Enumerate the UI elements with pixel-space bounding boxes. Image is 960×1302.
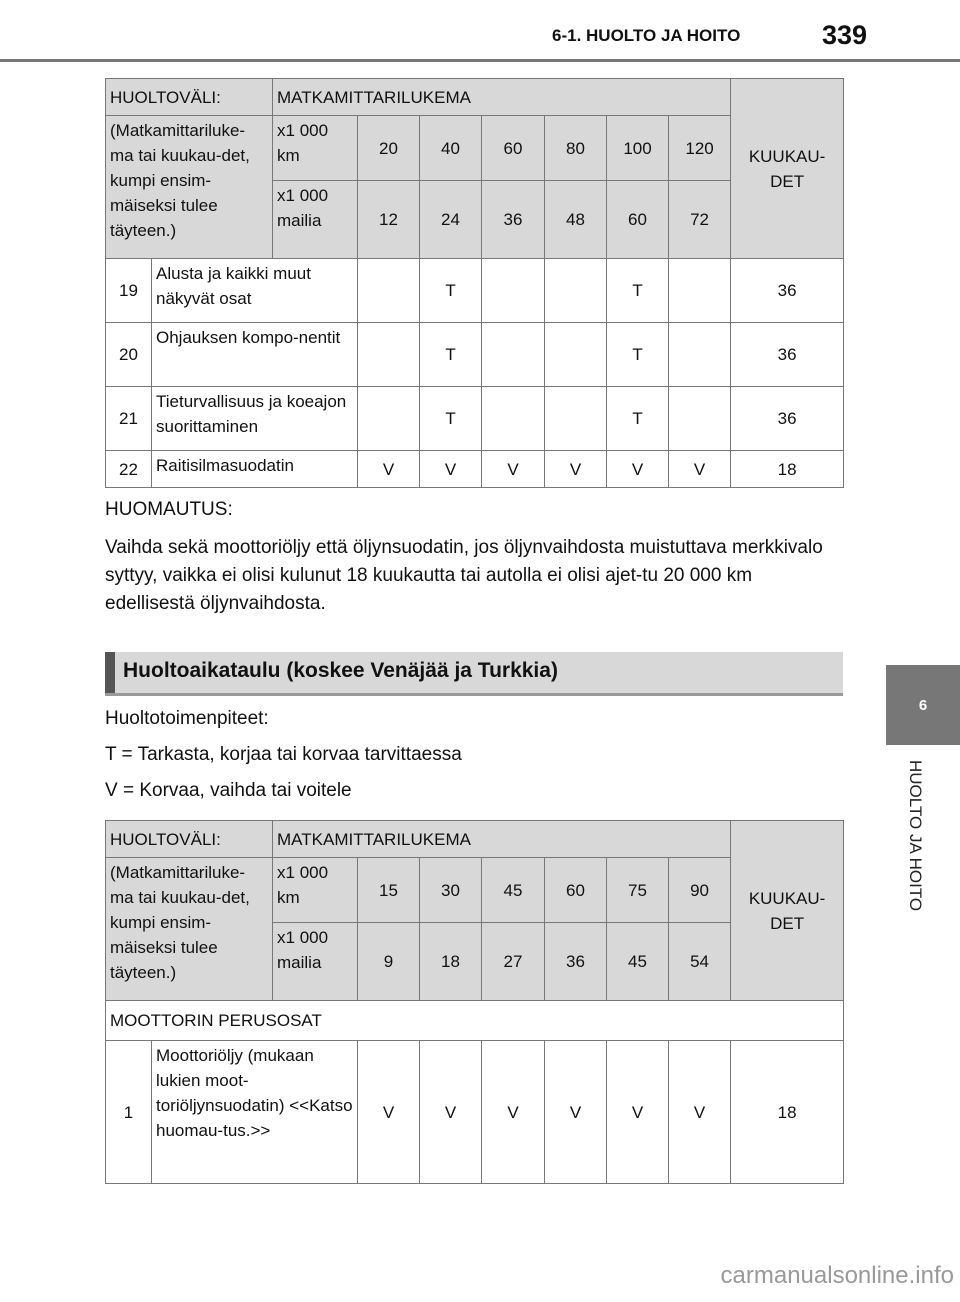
km-value: 90 bbox=[669, 858, 731, 923]
item-name: Raitisilmasuodatin bbox=[152, 451, 358, 488]
v-definition: V = Korvaa, vaihda tai voitele bbox=[105, 780, 352, 801]
interval-header: HUOLTOVÄLI: bbox=[106, 821, 273, 858]
km-value: 60 bbox=[545, 858, 607, 923]
chapter-tab bbox=[886, 665, 960, 745]
interval-mark bbox=[545, 259, 607, 323]
interval-mark: T bbox=[420, 387, 482, 451]
miles-label: x1 000 mailia bbox=[273, 181, 358, 259]
km-value: 75 bbox=[607, 858, 669, 923]
km-value: 100 bbox=[607, 116, 669, 181]
watermark: carmanualsonline.info bbox=[720, 1262, 954, 1289]
km-value: 120 bbox=[669, 116, 731, 181]
section-header: 6-1. HUOLTO JA HOITO bbox=[552, 26, 741, 45]
miles-value: 60 bbox=[607, 181, 669, 259]
months-value: 18 bbox=[731, 1041, 844, 1184]
interval-mark bbox=[669, 387, 731, 451]
odometer-header: MATKAMITTARILUKEMA bbox=[273, 79, 731, 116]
miles-value: 36 bbox=[545, 923, 607, 1001]
interval-mark: T bbox=[607, 323, 669, 387]
item-number: 21 bbox=[106, 387, 152, 451]
interval-mark: T bbox=[607, 259, 669, 323]
km-value: 80 bbox=[545, 116, 607, 181]
interval-description: (Matkamittariluke-ma tai kuukau-det, kumpi ensim-mäiseksi tulee täyteen.) bbox=[106, 116, 273, 259]
maintenance-table-2 bbox=[105, 820, 844, 1184]
interval-mark: V bbox=[607, 1041, 669, 1184]
months-value: 18 bbox=[731, 451, 844, 488]
km-label: x1 000 km bbox=[273, 858, 358, 923]
interval-mark bbox=[358, 259, 420, 323]
item-name: Tieturvallisuus ja koeajon suorittaminen bbox=[152, 387, 358, 451]
header-divider bbox=[0, 59, 960, 62]
interval-mark bbox=[545, 323, 607, 387]
km-value: 30 bbox=[420, 858, 482, 923]
table-row bbox=[106, 323, 844, 387]
item-name: Moottoriöljy (mukaan lukien moot-toriöljynsuodatin) <<Katso huomau-tus.>> bbox=[152, 1041, 358, 1184]
km-value: 45 bbox=[482, 858, 545, 923]
km-value: 20 bbox=[358, 116, 420, 181]
interval-mark bbox=[545, 387, 607, 451]
group-row: MOOTTORIN PERUSOSAT bbox=[106, 1001, 844, 1041]
interval-mark: V bbox=[358, 1041, 420, 1184]
months-header: KUUKAU-DET bbox=[731, 821, 844, 1001]
interval-mark: V bbox=[482, 451, 545, 488]
table-row bbox=[106, 451, 844, 488]
interval-mark: V bbox=[420, 451, 482, 488]
heading-bar bbox=[105, 652, 115, 693]
section-heading bbox=[105, 652, 843, 696]
miles-value: 24 bbox=[420, 181, 482, 259]
interval-mark bbox=[482, 387, 545, 451]
interval-description: (Matkamittariluke-ma tai kuukau-det, kumpi ensim-mäiseksi tulee täyteen.) bbox=[106, 858, 273, 1001]
months-value: 36 bbox=[731, 259, 844, 323]
miles-value: 54 bbox=[669, 923, 731, 1001]
interval-mark bbox=[669, 259, 731, 323]
miles-value: 12 bbox=[358, 181, 420, 259]
item-name: Alusta ja kaikki muut näkyvät osat bbox=[152, 259, 358, 323]
miles-label: x1 000 mailia bbox=[273, 923, 358, 1001]
interval-mark: V bbox=[669, 1041, 731, 1184]
note-title: HUOMAUTUS: bbox=[105, 499, 233, 520]
t-definition: T = Tarkasta, korjaa tai korvaa tarvittaessa bbox=[105, 744, 462, 765]
interval-header: HUOLTOVÄLI: bbox=[106, 79, 273, 116]
interval-mark: V bbox=[669, 451, 731, 488]
interval-mark: T bbox=[607, 387, 669, 451]
interval-mark bbox=[358, 323, 420, 387]
interval-mark: V bbox=[545, 451, 607, 488]
table-row bbox=[106, 387, 844, 451]
table-row bbox=[106, 259, 844, 323]
interval-mark bbox=[358, 387, 420, 451]
miles-value: 18 bbox=[420, 923, 482, 1001]
miles-value: 36 bbox=[482, 181, 545, 259]
item-number: 20 bbox=[106, 323, 152, 387]
item-number: 19 bbox=[106, 259, 152, 323]
interval-mark: T bbox=[420, 323, 482, 387]
intro-text: Huoltotoimenpiteet: bbox=[105, 708, 269, 729]
page-number: 339 bbox=[822, 20, 868, 50]
interval-mark bbox=[482, 323, 545, 387]
miles-value: 9 bbox=[358, 923, 420, 1001]
table-row bbox=[106, 1041, 844, 1184]
km-value: 60 bbox=[482, 116, 545, 181]
chapter-number: 6 bbox=[918, 696, 928, 714]
interval-mark: V bbox=[420, 1041, 482, 1184]
item-number: 22 bbox=[106, 451, 152, 488]
km-value: 40 bbox=[420, 116, 482, 181]
miles-value: 48 bbox=[545, 181, 607, 259]
km-label: x1 000 km bbox=[273, 116, 358, 181]
months-header: KUUKAU-DET bbox=[731, 79, 844, 259]
miles-value: 72 bbox=[669, 181, 731, 259]
interval-mark bbox=[669, 323, 731, 387]
interval-mark: V bbox=[545, 1041, 607, 1184]
item-name: Ohjauksen kompo-nentit bbox=[152, 323, 358, 387]
interval-mark: T bbox=[420, 259, 482, 323]
km-value: 15 bbox=[358, 858, 420, 923]
interval-mark: V bbox=[358, 451, 420, 488]
item-number: 1 bbox=[106, 1041, 152, 1184]
section-title: Huoltoaikataulu (koskee Venäjää ja Turkkia) bbox=[123, 659, 558, 682]
miles-value: 45 bbox=[607, 923, 669, 1001]
months-value: 36 bbox=[731, 387, 844, 451]
miles-value: 27 bbox=[482, 923, 545, 1001]
chapter-label: HUOLTO JA HOITO bbox=[906, 760, 925, 912]
maintenance-table-1 bbox=[105, 78, 844, 488]
interval-mark bbox=[482, 259, 545, 323]
interval-mark: V bbox=[607, 451, 669, 488]
interval-mark: V bbox=[482, 1041, 545, 1184]
odometer-header: MATKAMITTARILUKEMA bbox=[273, 821, 731, 858]
note-text: Vaihda sekä moottoriöljy että öljynsuodatin, jos öljynvaihdosta muistuttava merkkivalo syttyy, vaikka ei olisi kulunut 18 kuukautta tai autolla ei olisi ajet-tu 20 000 km edellisestä öljynvaihdosta. bbox=[105, 537, 823, 614]
months-value: 36 bbox=[731, 323, 844, 387]
